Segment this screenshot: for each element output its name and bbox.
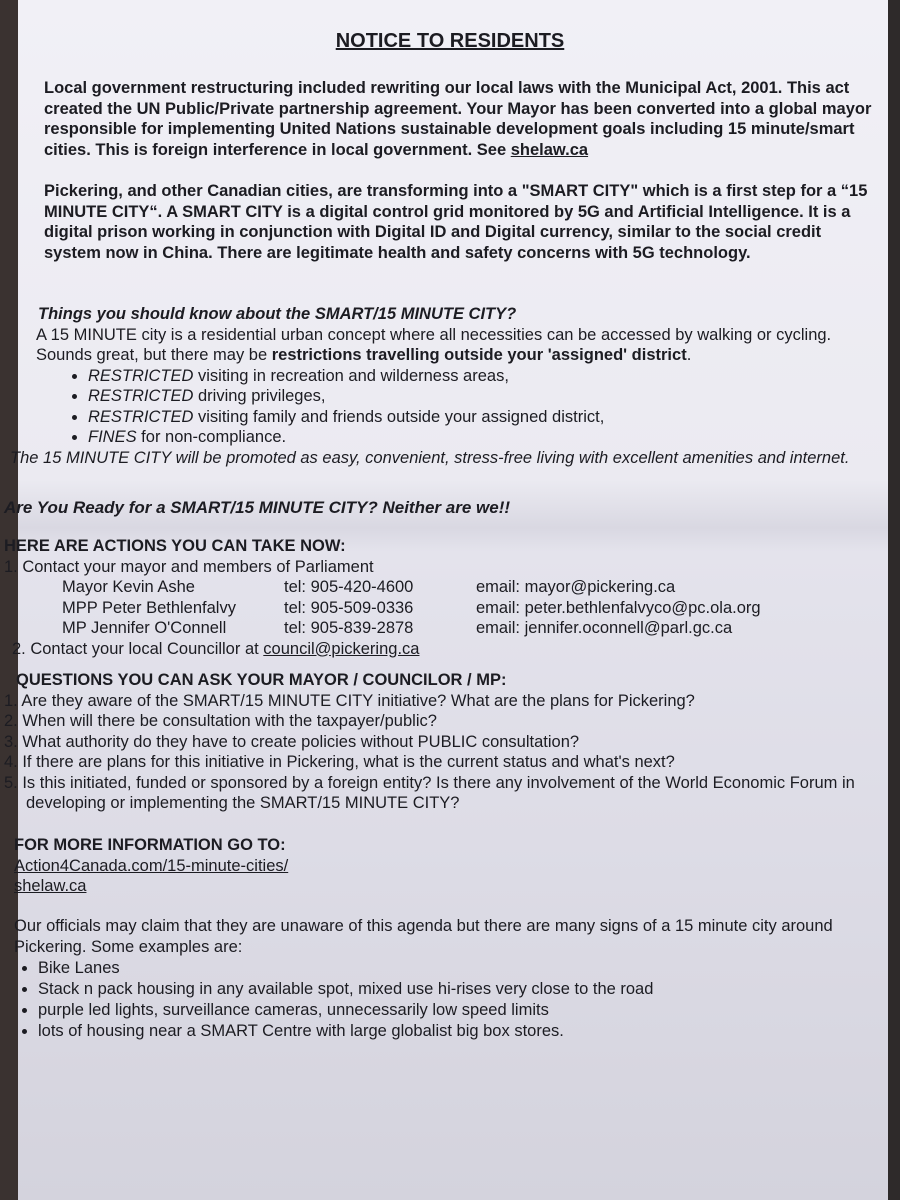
things-intro: A 15 MINUTE city is a residential urban concept where all necessities can be accessed by walking or cycling. Sounds great, but there may be [36,325,832,364]
actions-heading: HERE ARE ACTIONS YOU CAN TAKE NOW: [4,537,346,555]
more-info-section [14,835,880,897]
question-item: 1. Are they aware of the SMART/15 MINUTE CITY initiative? What are the plans for Pickering? [4,691,695,710]
list-item: • purple led lights, surveillance cameras, unnecessarily low speed limits [38,1000,880,1021]
restrictions-list [36,366,880,448]
council-email-link[interactable]: council@pickering.ca [263,639,420,658]
question-item: 2. When will there be consultation with the taxpayer/public? [4,712,437,730]
question-item: 5. Is this initiated, funded or sponsored by a foreign entity? Is there any involvement of the World Economic Forum in developing or implementing the SMART/15 MINUTE CITY? [4,773,855,812]
question-item: 4. If there are plans for this initiative in Pickering, what is the current status and what's next? [4,753,675,771]
more-info-heading: FOR MORE INFORMATION GO TO: [14,836,286,854]
background-edge [888,0,900,1200]
actions-section [4,536,880,659]
action-item-2: 2. Contact your local Councillor at council@pickering.ca [12,639,420,658]
list-item: • lots of housing near a SMART Centre with large globalist big box stores. [38,1021,880,1042]
question-item: 3. What authority do they have to create policies without PUBLIC consultation? [4,732,580,751]
things-section: Things you should know about the SMART/15 MINUTE CITY? A 15 MINUTE city is a residential urban concept where all necessities can be accessed by walking or cycling. Sounds great, but there may be restrictions travelling outside your 'assigned' district. • RESTRICTED visiting in recreation and wilderness areas, • RESTRICTED driving privileges, • RESTRICTED visiting family and friends outside your assigned district, • FINES for non-compliance. The 15 MINUTE CITY will be promoted as easy, convenient, stress-free living with excellent amenities and internet. [36,304,880,468]
questions-heading: QUESTIONS YOU CAN ASK YOUR MAYOR / COUNCILOR / MP: [16,671,507,689]
things-heading: Things you should know about the SMART/15 MINUTE CITY? [38,305,517,323]
list-item: • Stack n pack housing in any available spot, mixed use hi-rises very close to the road [38,979,880,1000]
contact-row: Mayor Kevin Ashe tel: 905-420-4600 email: mayor@pickering.ca [62,578,676,596]
closing-text: Our officials may claim that they are unaware of this agenda but there are many signs of a 15 minute city around Pickering. Some examples are: [14,917,833,956]
list-item: • RESTRICTED driving privileges, [88,386,880,407]
shelaw-link-2[interactable]: shelaw.ca [14,877,87,895]
list-item: • RESTRICTED visiting in recreation and wilderness areas, [88,366,880,387]
smart-city-paragraph: Pickering, and other Canadian cities, are transforming into a "SMART CITY" which is a first step for a “15 MINUTE CITY“. A SMART CITY is a digital control grid monitored by 5G and Artificial Intelligence. It is a digital prison working in conjunction with Digital ID and Digital currency, similar to the social credit system now in China. There are legitimate health and safety concerns with 5G technology. [44,182,868,262]
action-item-1: 1. Contact your mayor and members of Parliament [4,557,374,576]
things-closing: The 15 MINUTE CITY will be promoted as easy, convenient, stress-free living with excellent amenities and internet. [10,448,850,467]
list-item: • FINES for non-compliance. [88,427,880,448]
action4canada-link[interactable]: Action4Canada.com/15-minute-cities/ [14,856,289,875]
list-item: • Bike Lanes [38,958,880,979]
contact-row: MPP Peter Bethlenfalvy tel: 905-509-0336 email: peter.bethlenfalvyco@pc.ola.org [62,598,761,617]
examples-list [14,958,880,1042]
shelaw-link[interactable]: shelaw.ca [510,140,589,159]
list-item: • RESTRICTED visiting family and friends outside your assigned district, [88,407,880,428]
ready-line: Are You Ready for a SMART/15 MINUTE CITY? Neither are we!! [4,498,511,517]
questions-section [4,670,880,814]
contact-row: MP Jennifer O'Connell tel: 905-839-2878 email: jennifer.oconnell@parl.gc.ca [62,619,733,637]
things-intro-bold: restrictions travelling outside your 'assigned' district [271,346,687,364]
closing-section [14,916,880,1042]
intro-paragraph [44,78,880,160]
intro-text: Local government restructuring included rewriting our local laws with the Municipal Act, 2001. This act created the UN Public/Private partnership agreement. Your Mayor has been converted into a global mayor responsible for implementing United Nations sustainable development goals including 15 minute/smart cities. This is foreign interference in local government. See [44,79,872,159]
page-title: NOTICE TO RESIDENTS [335,30,565,52]
